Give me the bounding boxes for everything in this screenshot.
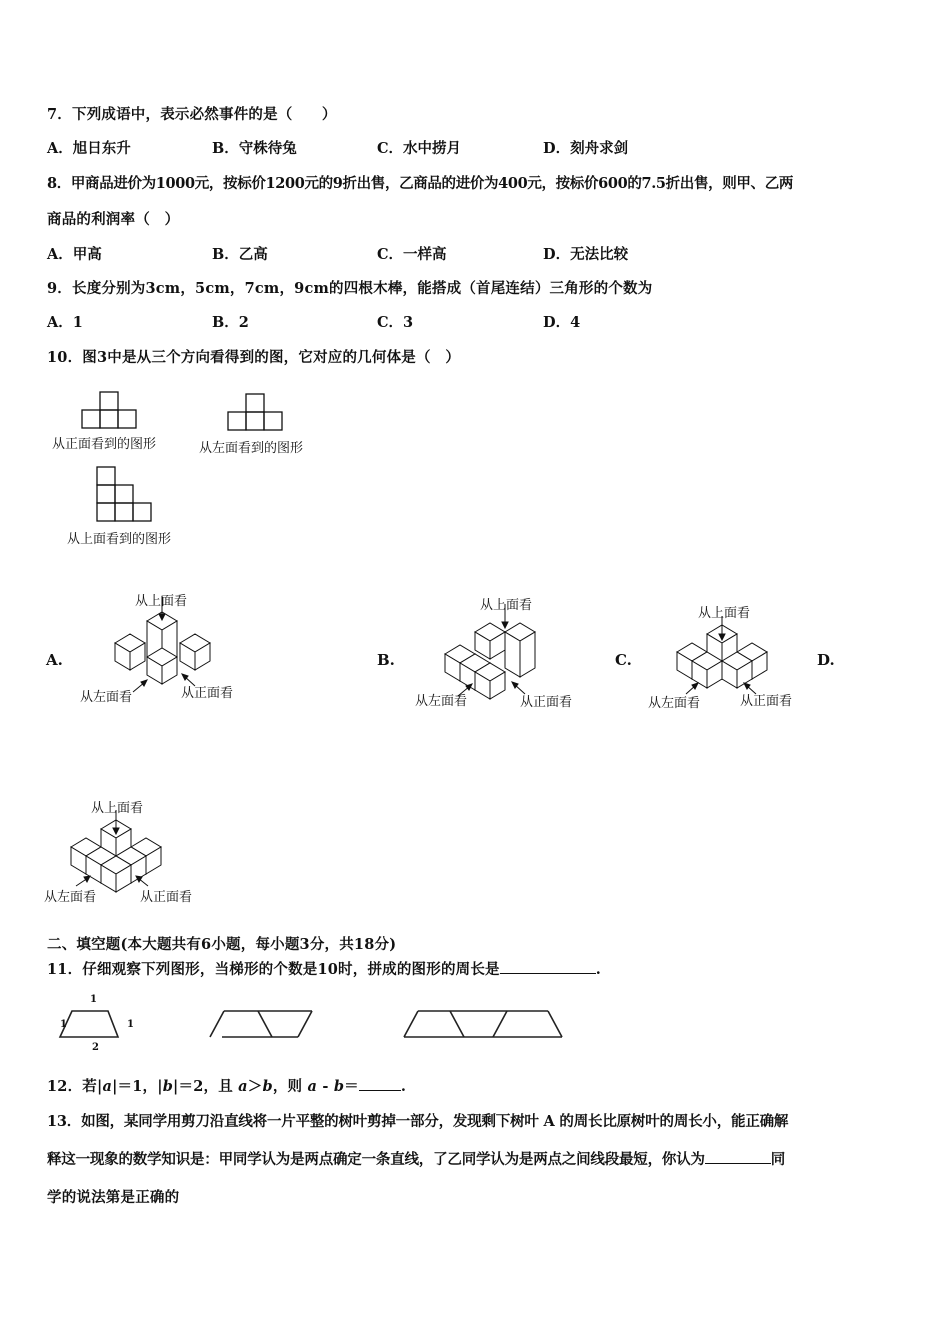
- q11-stem: [47, 958, 601, 979]
- q13-answer-blank[interactable]: [705, 1149, 771, 1164]
- option-c-solid-figure: [674, 622, 774, 698]
- option-c-top-arrow-label: 从上面看: [698, 606, 751, 621]
- option-d-top-arrow-label: 从上面看: [91, 801, 144, 816]
- q13-line3: 学的说法第是正确的: [47, 1189, 180, 1206]
- left-view-caption: 从左面看到的图形: [199, 441, 304, 456]
- q11-answer-blank[interactable]: [500, 959, 596, 974]
- q10-option-c-label: C.: [615, 651, 632, 669]
- q8-stem-line2: 商品的利润率（ ）: [47, 211, 180, 228]
- q12-answer-blank[interactable]: [359, 1076, 401, 1091]
- trapezoid-right-label: 1: [127, 1019, 134, 1030]
- q7-option-b: B．守株待兔: [212, 140, 297, 157]
- q9-option-a: A．1: [47, 314, 83, 331]
- left-view-figure: [228, 394, 284, 430]
- q10-stem: 10．图3中是从三个方向看得到的图，它对应的几何体是（ ）: [47, 349, 461, 366]
- trapezoid-left-label: 1: [60, 1019, 67, 1030]
- q9-stem: 9．长度分别为3cm，5cm，7cm，9cm的四根木棒，能搭成（首尾连结）三角形的个数为: [47, 280, 653, 297]
- q10-option-b-label: B.: [377, 651, 395, 669]
- q10-option-a-label: A.: [46, 651, 63, 669]
- q11-end: .: [595, 961, 602, 978]
- q9-option-d: D．4: [543, 314, 581, 331]
- front-view-figure: [82, 392, 138, 428]
- trapezoid-top-label: 1: [90, 994, 97, 1005]
- option-d-solid-figure: [68, 814, 168, 890]
- q9-option-c: C．3: [377, 314, 414, 331]
- top-view-figure: [97, 467, 152, 521]
- q7-stem: 7．下列成语中，表示必然事件的是（ ）: [47, 106, 337, 123]
- trapezoid-bottom-label: 2: [92, 1042, 99, 1053]
- q10-option-d-label: D.: [817, 651, 835, 669]
- option-b-front-arrow-label: 从正面看: [520, 695, 573, 710]
- option-b-top-arrow-label: 从上面看: [480, 598, 533, 613]
- top-view-caption: 从上面看到的图形: [67, 532, 172, 547]
- option-a-front-arrow-label: 从正面看: [181, 686, 234, 701]
- q8-option-a: A．甲高: [47, 246, 102, 263]
- q8-stem-line1: 8．甲商品进价为1000元，按标价1200元的9折出售，乙商品的进价为400元，按标价600的7.5折出售，则甲、乙两: [47, 175, 793, 192]
- option-c-front-arrow-label: 从正面看: [740, 694, 793, 709]
- q13-line1: 13．如图，某同学用剪刀沿直线将一片平整的树叶剪掉一部分，发现剩下树叶 A 的周长比原树叶的周长小，能正确解: [47, 1113, 789, 1130]
- q7-option-c: C．水中捞月: [377, 140, 462, 157]
- q12-stem: 12．若|a|＝1，|b|＝2，且 a＞b，则 a - b＝ .: [47, 1078, 407, 1095]
- option-a-top-arrow-label: 从上面看: [135, 594, 188, 609]
- q11-trapezoid-figures: [60, 988, 600, 1053]
- q7-option-a: A．旭日东升: [47, 140, 131, 157]
- option-d-front-arrow-label: 从正面看: [140, 890, 193, 905]
- q13-line2: 释这一现象的数学知识是：甲同学认为是两点确定一条直线，了乙同学认为是两点之间线段最短，你认为 同: [47, 1151, 786, 1168]
- section2-heading: 二、填空题(本大题共有6小题，每小题3分，共18分): [47, 936, 397, 953]
- option-c-left-arrow-label: 从左面看: [648, 696, 701, 711]
- q9-option-b: B．2: [212, 314, 249, 331]
- q11-stem-text: 11．仔细观察下列图形，当梯形的个数是10时，拼成的图形的周长是: [47, 961, 500, 978]
- option-a-solid-figure: [110, 606, 220, 692]
- front-view-caption: 从正面看到的图形: [52, 437, 157, 452]
- q8-option-c: C．一样高: [377, 246, 447, 263]
- option-d-left-arrow-label: 从左面看: [44, 890, 97, 905]
- option-b-left-arrow-label: 从左面看: [415, 694, 468, 709]
- option-a-left-arrow-label: 从左面看: [80, 690, 133, 705]
- option-b-solid-figure: [440, 612, 550, 702]
- q8-option-b: B．乙高: [212, 246, 268, 263]
- q8-option-d: D．无法比较: [543, 246, 629, 263]
- q7-option-d: D．刻舟求剑: [543, 140, 629, 157]
